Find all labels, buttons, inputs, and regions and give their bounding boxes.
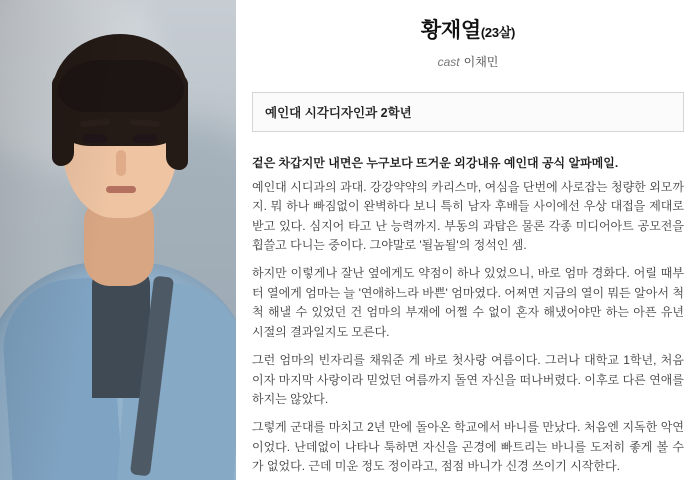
nose — [116, 150, 126, 176]
description-paragraph: 예인대 시디과의 과대. 강강약약의 카리스마, 여심을 단번에 사로잡는 청량한 외모까지. 뭐 하나 빠짐없이 완벽하다 보니 특히 남자 후배들 사이에선 우상 대접을 제대로 받고 있다. 심지어 타고 난 능력까지. 부동의 과탑은 물론 각종 미디어아트 공모전을 휩쓸고 다니는 중이다. 그야말로 '될놈될'의 정석인 셈. — [252, 179, 684, 252]
character-description — [252, 154, 684, 477]
portrait-illustration — [0, 0, 236, 480]
character-name-heading — [252, 18, 684, 43]
cast-line — [252, 53, 684, 70]
hair-fringe — [58, 60, 184, 112]
cast-label: cast — [437, 55, 460, 70]
mouth — [106, 186, 136, 193]
description-paragraph: 하지만 이렇게나 잘난 옆에게도 약점이 하나 있었으니, 바로 엄마 경화다. 어릴 때부터 열에게 엄마는 늘 '연애하느라 바쁜' 엄마였다. 어쩌면 지금의 열이 뭐든 알아서 척척 해낼 수 있었던 건 엄마의 부재에 어쩔 수 없이 혼자 해냈어야만 하는 아픈 유년 시절의 결과일지도 모른다. — [252, 266, 684, 339]
description-lead: 겉은 차갑지만 내면은 누구보다 뜨거운 외강내유 예인대 공식 알파메일. — [252, 156, 619, 171]
cast-actor-name: 이채민 — [463, 55, 499, 70]
character-name: 황재열 — [420, 19, 481, 42]
character-age: (23살) — [480, 25, 516, 40]
description-paragraph: 그렇게 군대를 마치고 2년 만에 돌아온 학교에서 바니를 만났다. 처음엔 지독한 악연이었다. 난데없이 나타나 툭하면 자신을 곤경에 빠트리는 바니를 도저히 좋게 볼 수가 없었다. 근데 미운 정도 정이라고, 점점 바니가 신경 쓰이기 시작한다. — [252, 420, 684, 474]
character-photo — [0, 0, 236, 480]
description-paragraph: 그런 엄마의 빈자리를 채워준 게 바로 첫사랑 여름이다. 그러나 대학교 1학년, 처음이자 마지막 사랑이라 믿었던 여름까지 돌연 자신을 떠나버렸다. 이후로 다른 연애를 하지는 않았다. — [252, 353, 684, 406]
affiliation-text: 예인대 시각디자인과 2학년 — [265, 106, 412, 121]
character-details — [236, 0, 700, 480]
eye-right — [133, 134, 157, 143]
affiliation-box — [252, 92, 684, 132]
eye-left — [83, 134, 107, 143]
